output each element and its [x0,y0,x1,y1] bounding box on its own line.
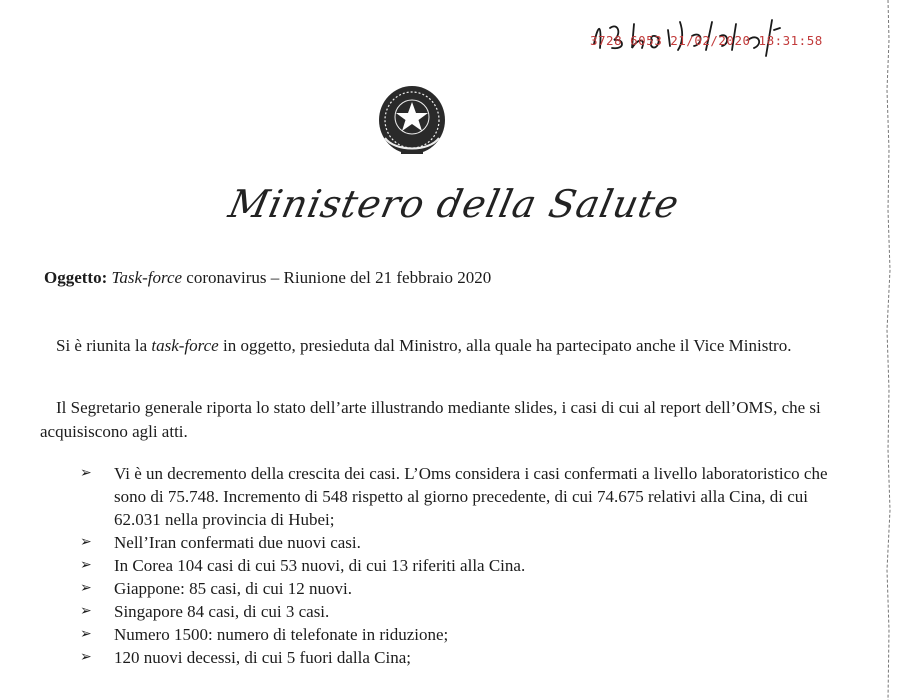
list-item [80,554,840,577]
list-item-text: Numero 1500: numero di telefonate in riduzione; [114,625,449,644]
arrowhead-bullet-icon: ➢ [80,534,92,550]
list-item [80,623,840,646]
italian-republic-emblem-icon [375,82,449,160]
fax-stamp: 3728 6053 21/02/2020 18:31:58 [590,33,823,48]
list-item-text: Vi è un decremento della crescita dei casi. L’Oms considera i casi confermati a livello laboratoristico che sono di 75.748. Incremento di 548 rispetto al giorno precedente, di cui 74.675 relativi alla Cina, di cui 62.031 nella provincia di Hubei; [114,464,828,529]
list-item [80,577,840,600]
arrowhead-bullet-icon: ➢ [80,649,92,665]
list-item [80,462,840,531]
paragraph-report: Il Segretario generale riporta lo stato dell’arte illustrando mediante slides, i casi di cui al report dell’OMS, che si acquisiscono agli atti. [40,398,821,441]
arrowhead-bullet-icon: ➢ [80,626,92,642]
list-item-text: Nell’Iran confermati due nuovi casi. [114,533,361,552]
list-item [80,531,840,554]
arrowhead-bullet-icon: ➢ [80,603,92,619]
subject-line [44,267,844,289]
subject-label: Oggetto: [44,268,108,287]
list-item [80,600,840,623]
paragraph-text: in oggetto, presieduta dal Ministro, alla quale ha partecipato anche il Vice Ministro. [218,336,792,355]
list-item [80,646,840,669]
paragraph-meeting [40,334,830,358]
list-item-text: In Corea 104 casi di cui 53 nuovi, di cui 13 riferiti alla Cina. [114,556,526,575]
ministry-name: Ministero della Salute [225,182,684,226]
subject-italic: Task-force [111,268,183,287]
arrowhead-bullet-icon: ➢ [80,580,92,596]
list-item-text: Giappone: 85 casi, di cui 12 nuovi. [114,579,352,598]
list-item-text: Singapore 84 casi, di cui 3 casi. [114,602,330,621]
arrowhead-bullet-icon: ➢ [80,465,92,481]
list-item-text: 120 nuovi decessi, di cui 5 fuori dalla Cina; [114,648,411,667]
subject-text: coronavirus – Riunione del 21 febbraio 2020 [182,268,492,287]
bullet-list [80,462,840,669]
scan-edge [882,0,894,700]
paragraph-text: Si è riunita la [56,336,152,355]
paragraph-italic: task-force [151,336,219,355]
arrowhead-bullet-icon: ➢ [80,557,92,573]
